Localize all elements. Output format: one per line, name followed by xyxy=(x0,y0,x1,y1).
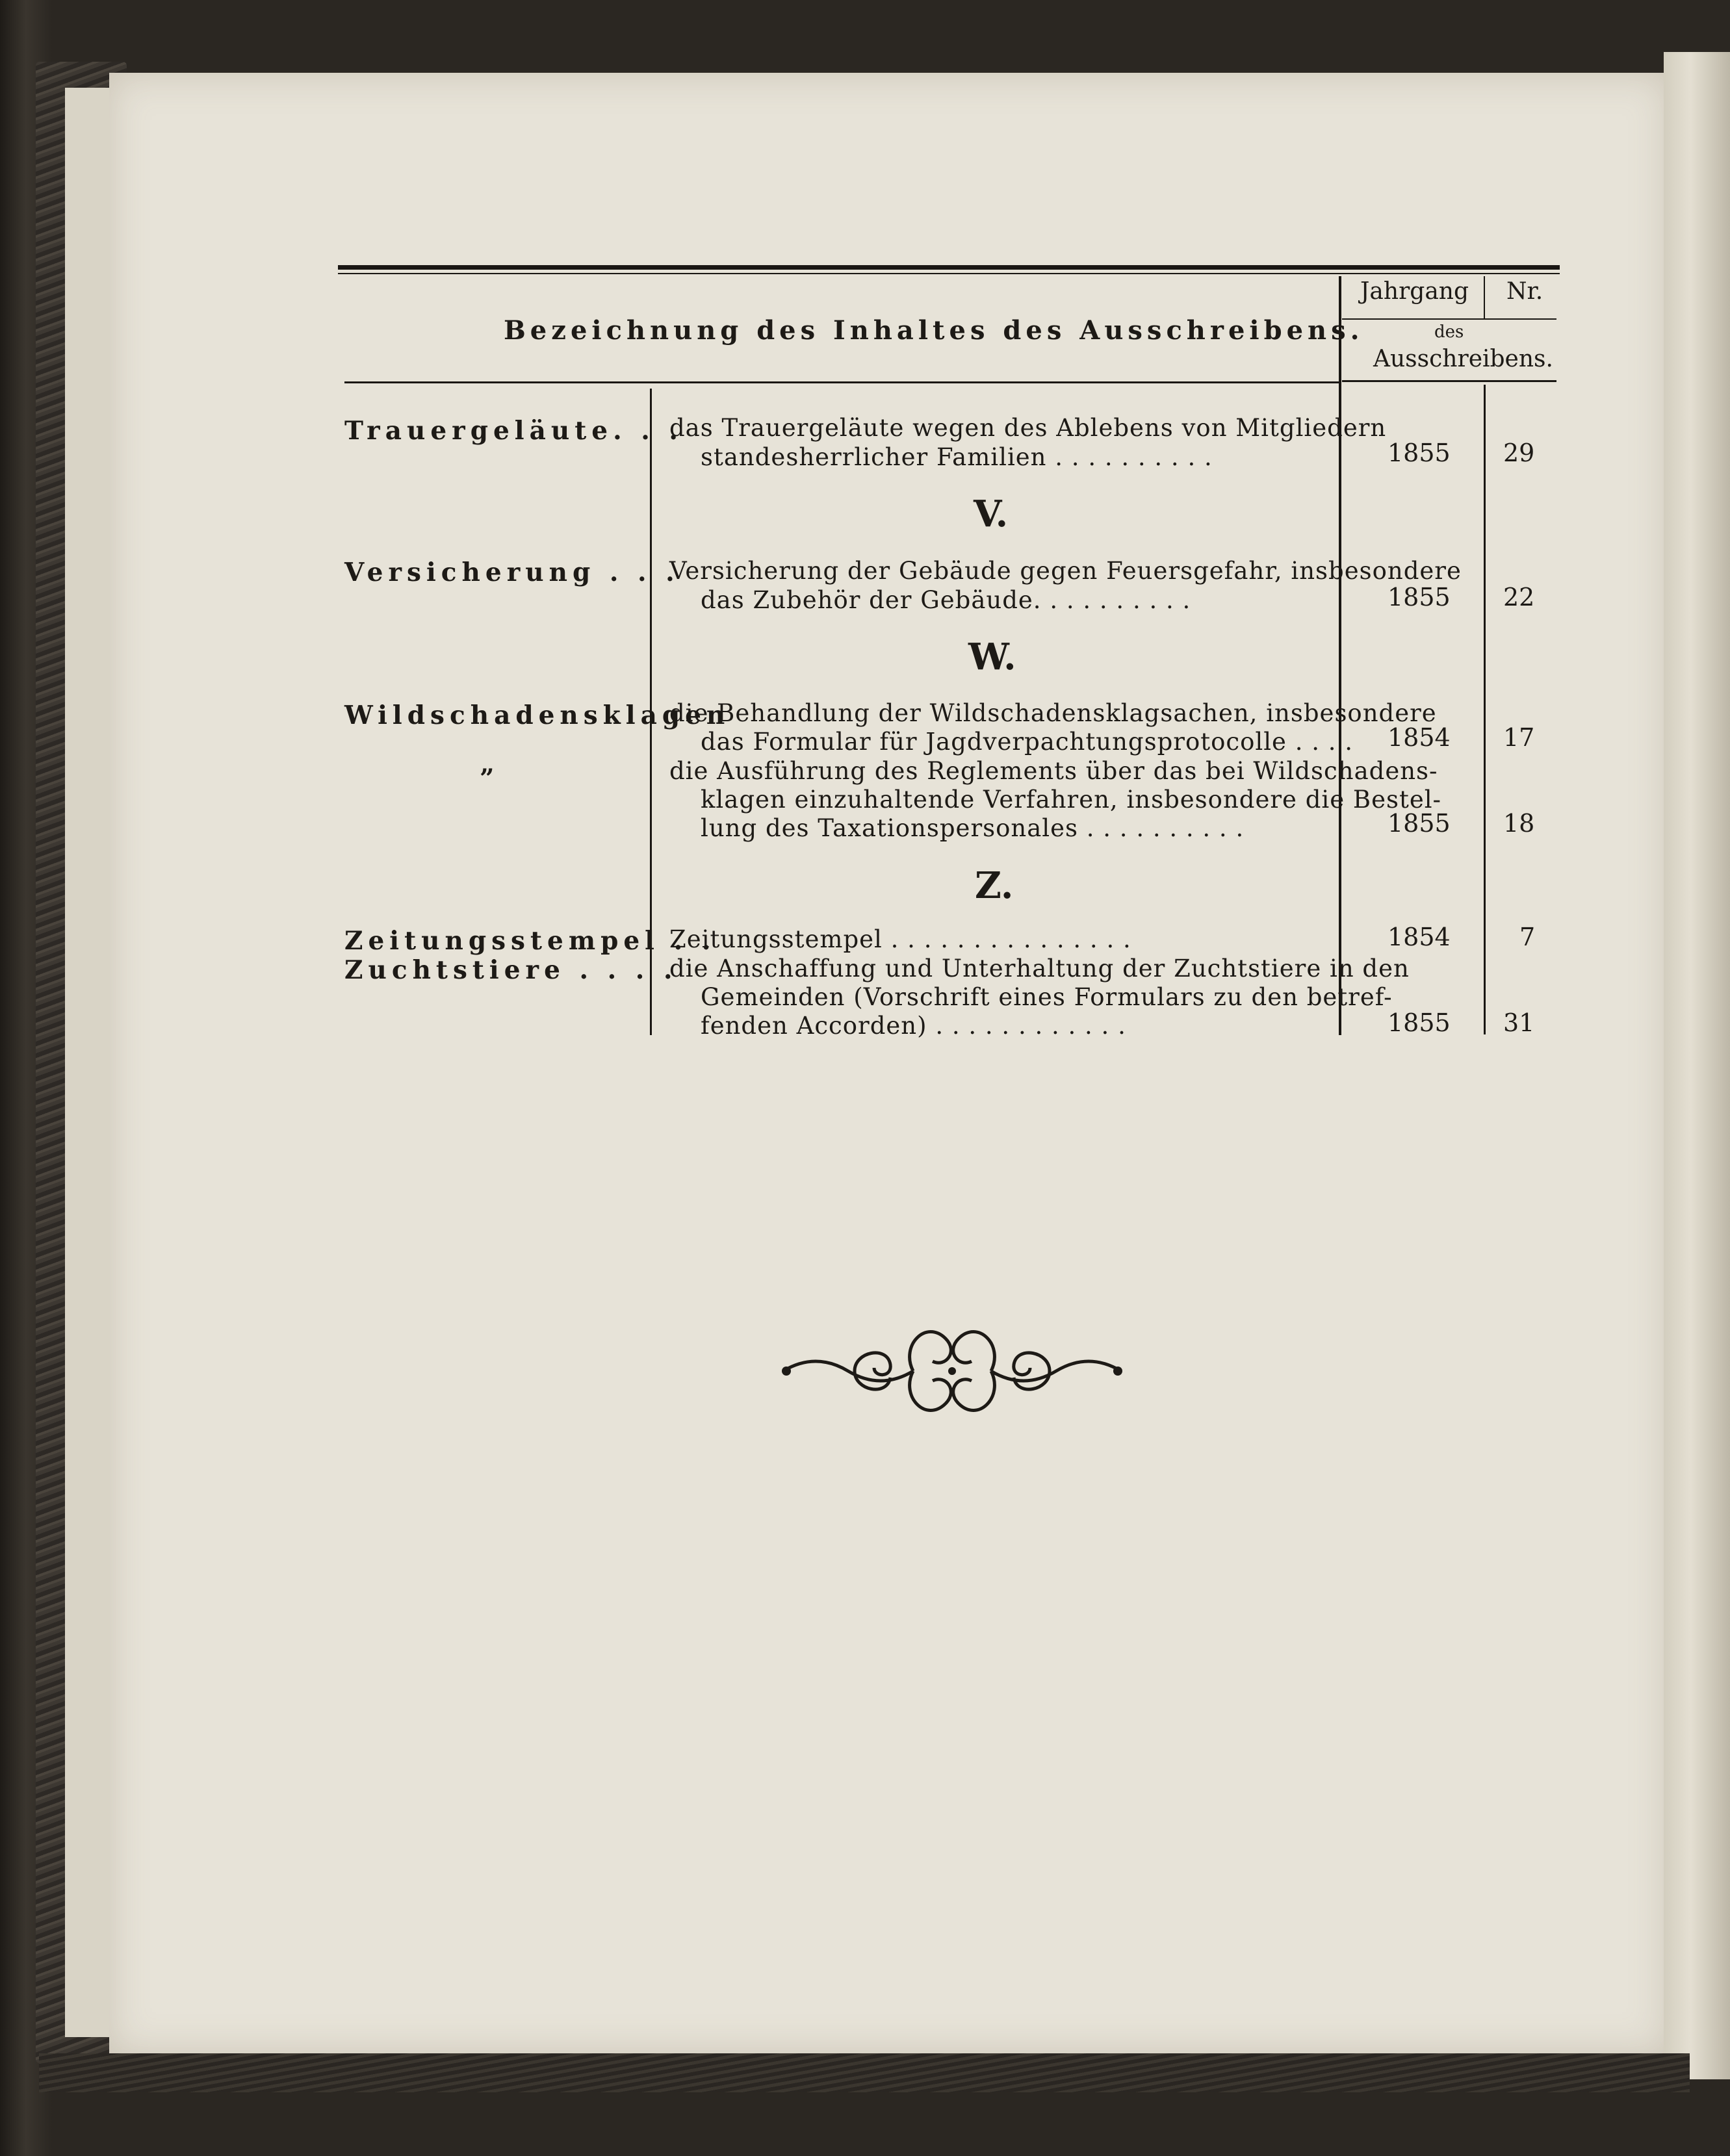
entry-line: die Ausführung des Reglements über das bei Wildschadens- xyxy=(669,757,1438,785)
entry-label-ditto: ” xyxy=(480,764,500,793)
entry-label: Wildschadensklagen xyxy=(344,700,730,730)
book-bottom-board xyxy=(39,2053,1690,2092)
section-letter: V. xyxy=(974,493,1009,535)
entry-year: 1854 xyxy=(1388,723,1451,752)
column-header-ausschreibens: Ausschreibens. xyxy=(1373,346,1553,372)
entry-label: Zeitungsstempel . . xyxy=(344,926,716,956)
header-bottom-rule-right xyxy=(1342,380,1556,382)
entry-line: das Zubehör der Gebäude. . . . . . . . . . xyxy=(701,586,1191,614)
entry-year: 1855 xyxy=(1388,1008,1451,1037)
page-edges xyxy=(1664,52,1730,2079)
entry-line: das Trauergeläute wegen des Ablebens von Mitgliedern xyxy=(669,414,1387,442)
entry-line: die Behandlung der Wildschadensklagsachen, insbesondere xyxy=(669,699,1437,727)
entry-year: 1855 xyxy=(1388,809,1451,838)
section-letter: W. xyxy=(968,635,1016,678)
entry-line: lung des Taxationspersonales . . . . . . . . . . xyxy=(701,814,1245,842)
column-rule-nr xyxy=(1484,385,1486,1034)
header-top-rule-thin xyxy=(338,273,1560,274)
entry-nr: 17 xyxy=(1503,723,1535,752)
column-header-year: Jahrgang xyxy=(1360,278,1469,305)
table-header-title: Bezeichnung des Inhaltes des Ausschreibens. xyxy=(504,315,1364,346)
entry-year: 1855 xyxy=(1388,439,1451,467)
entry-label: Versicherung . . . xyxy=(344,558,680,587)
entry-line: klagen einzuhaltende Verfahren, insbesondere die Bestel- xyxy=(701,786,1442,814)
entry-year: 1854 xyxy=(1388,923,1451,951)
entry-line: das Formular für Jagdverpachtungsprotocolle . . . . xyxy=(701,728,1354,756)
entry-line: standesherrlicher Familien . . . . . . . . . . xyxy=(701,443,1213,471)
entry-nr: 7 xyxy=(1519,923,1536,951)
entry-line: die Anschaffung und Unterhaltung der Zuchtstiere in den xyxy=(669,955,1410,982)
entry-line: Versicherung der Gebäude gegen Feuersgefahr, insbesondere xyxy=(669,557,1462,585)
column-rule-main xyxy=(1339,276,1341,1035)
entry-nr: 29 xyxy=(1503,439,1535,467)
header-subcol-rule xyxy=(1342,318,1556,320)
entry-nr: 22 xyxy=(1503,583,1535,611)
entry-line: fenden Accorden) . . . . . . . . . . . . xyxy=(701,1012,1126,1040)
entry-line: Zeitungsstempel . . . . . . . . . . . . . . . xyxy=(669,925,1131,953)
header-bottom-rule xyxy=(344,381,1339,383)
column-rule-nr-header xyxy=(1484,276,1485,318)
entry-nr: 18 xyxy=(1503,809,1535,838)
column-header-nr: Nr. xyxy=(1506,278,1543,305)
entry-label: Trauergeläute. . . xyxy=(344,416,683,446)
header-top-rule xyxy=(338,265,1560,270)
column-header-des: des xyxy=(1434,322,1464,342)
entry-label: Zuchtstiere . . . . xyxy=(344,955,678,985)
flourish-ornament xyxy=(777,1306,1128,1436)
entry-line: Gemeinden (Vorschrift eines Formulars zu den betref- xyxy=(701,983,1393,1011)
entry-year: 1855 xyxy=(1388,583,1451,611)
section-letter: Z. xyxy=(975,864,1014,907)
entry-nr: 31 xyxy=(1503,1008,1535,1037)
